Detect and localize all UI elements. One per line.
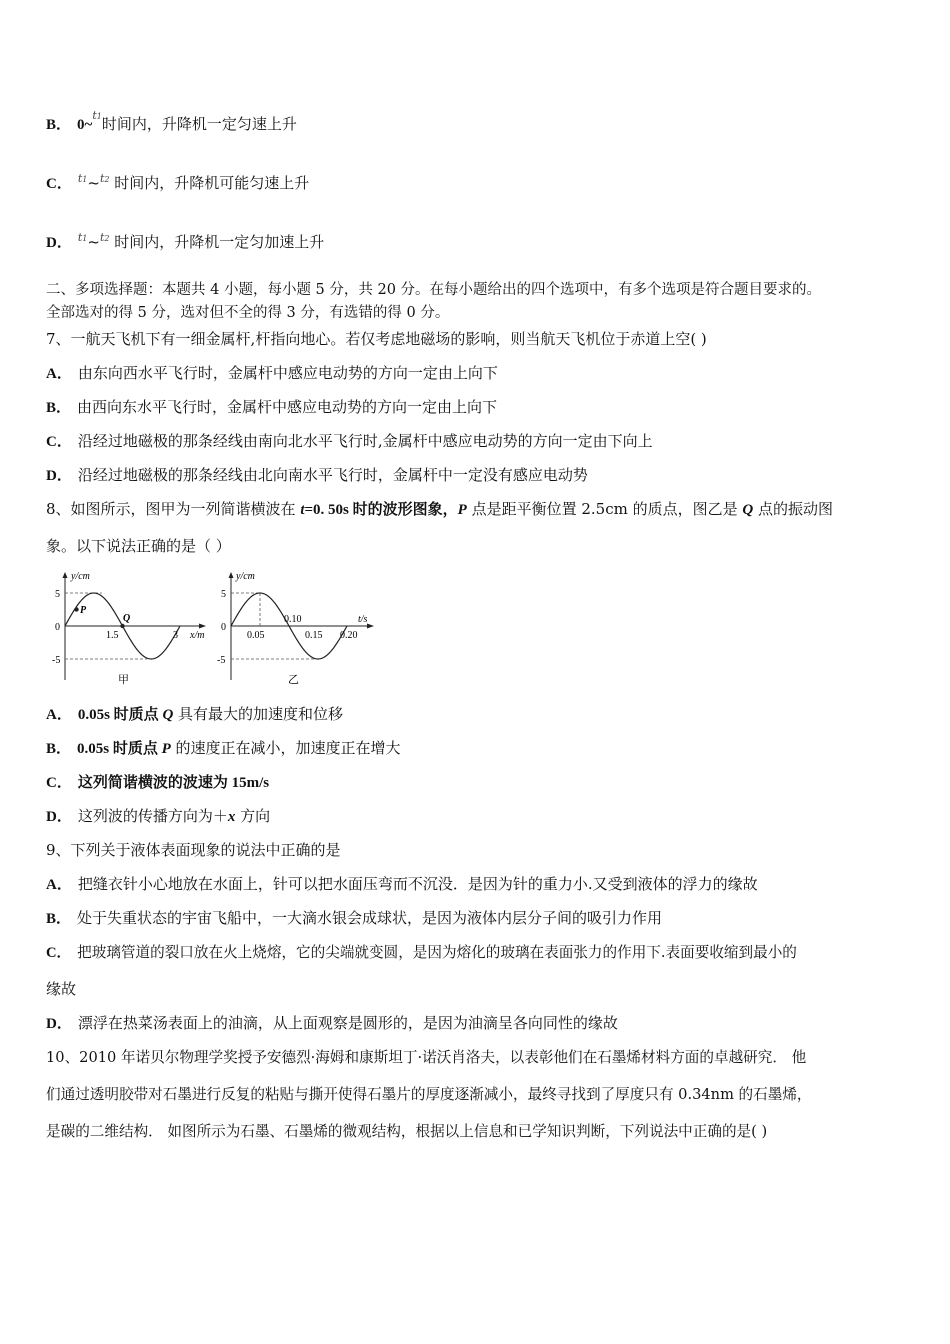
- q6-option-d: D． $^{t1}$~$^{t2}$ 时间内，升降机一定匀加速上升: [46, 231, 325, 251]
- q9-option-d: D． 漂浮在热菜汤表面上的油滴，从上面观察是圆形的，是因为油滴呈各向同性的缘故: [46, 1014, 618, 1032]
- q9-option-b: B． 处于失重状态的宇宙飞船中，一大滴水银会成球状，是因为液体内层分子间的吸引力作用: [46, 909, 663, 927]
- q7-option-d: D． 沿经过地磁极的那条经线由北向南水平飞行时，金属杆中一定没有感应电动势: [46, 466, 588, 484]
- q6-option-c: C． $^{t1}$~$^{t2}$ 时间内，升降机可能匀速上升: [46, 172, 310, 192]
- jia-label-p: P: [80, 605, 87, 616]
- q8-stem: 8、如图所示，图甲为一列简谐横波在 t=0. 50s 时的波形图象，P 点是距平衡位置 2.5cm 的质点，图乙是 Q 点的振动图: [46, 500, 833, 518]
- q9-option-a: A． 把缝衣针小心地放在水面上，针可以把水面压弯而不沉没．是因为针的重力小.又受到液体的浮力的缘故: [46, 875, 758, 893]
- section-2-instructions-cont: 全部选对的得 5 分，选对但不全的得 3 分，有选错的得 0 分。: [46, 305, 450, 321]
- q8-option-a: A． 0.05s 时质点 Q 具有最大的加速度和位移: [46, 705, 344, 723]
- jia-point-q: [120, 624, 124, 628]
- q7-option-b: B． 由西向东水平飞行时，金属杆中感应电动势的方向一定由上向下: [46, 398, 498, 416]
- yi-y-arrow: [229, 572, 234, 578]
- q7-option-c: C． 沿经过地磁极的那条经线由南向北水平飞行时,金属杆中感应电动势的方向一定由下向上: [46, 432, 653, 450]
- jia-x-arrow: [199, 624, 206, 629]
- yi-tick-0: 0: [221, 622, 226, 633]
- jia-tick-1-5: 1.5: [106, 630, 119, 641]
- yi-tick-neg5: -5: [217, 655, 226, 666]
- yi-x-label: t/s: [358, 614, 368, 625]
- q6-option-b: B． 0~$^{t1}$时间内，升降机一定匀速上升: [46, 109, 297, 133]
- q10-stem-line2: 们通过透明胶带对石墨进行反复的粘贴与撕开使得石墨片的厚度逐渐减小，最终寻找到了厚度只有 0.34nm 的石墨烯，: [46, 1086, 812, 1103]
- jia-tick-5: 5: [55, 589, 60, 600]
- yi-tick-0-20: 0.20: [340, 630, 358, 641]
- jia-tick-3: 3: [173, 630, 178, 641]
- yi-tick-0-10: 0.10: [284, 614, 302, 625]
- q8-option-b: B． 0.05s 时质点 P 的速度正在减小，加速度正在增大: [46, 739, 401, 757]
- yi-title: 乙: [288, 674, 299, 686]
- q8-option-d: D． 这列波的传播方向为＋x 方向: [46, 807, 271, 825]
- q8-stem-cont: 象。以下说法正确的是（ ）: [46, 537, 231, 555]
- jia-point-p: [74, 607, 78, 611]
- q10-stem-line1: 10、2010 年诺贝尔物理学奖授予安德烈·海姆和康斯坦丁·诺沃肖洛夫，以表彰他们在石墨烯材料方面的卓越研究． 他: [46, 1049, 807, 1066]
- yi-tick-0-15: 0.15: [305, 630, 323, 641]
- jia-y-label: y/cm: [71, 571, 90, 582]
- jia-tick-0: 0: [55, 622, 60, 633]
- q9-option-c: C． 把玻璃管道的裂口放在火上烧熔，它的尖端就变圆，是因为熔化的玻璃在表面张力的作用下.表面要收缩到最小的: [46, 944, 797, 961]
- q9-stem: 9、下列关于液体表面现象的说法中正确的是: [46, 841, 341, 859]
- yi-x-arrow: [367, 624, 374, 629]
- q7-stem: 7、一航天飞机下有一细金属杆,杆指向地心。若仅考虑地磁场的影响，则当航天飞机位于赤道上空( ): [46, 330, 707, 348]
- wave-graph-jia: [52, 567, 222, 689]
- jia-label-q: Q: [123, 613, 131, 624]
- yi-y-label: y/cm: [236, 571, 255, 582]
- vibration-graph-yi: [214, 567, 384, 689]
- q9-option-c-cont: 缘故: [46, 980, 77, 998]
- jia-title: 甲: [118, 674, 129, 686]
- jia-y-arrow: [63, 572, 68, 578]
- yi-tick-0-05: 0.05: [247, 630, 265, 641]
- q10-stem-line3: 是碳的二维结构． 如图所示为石墨、石墨烯的微观结构，根据以上信息和已学知识判断，下列说法中正确的是( ): [46, 1123, 768, 1140]
- q7-option-a: A． 由东向西水平飞行时，金属杆中感应电动势的方向一定由上向下: [46, 364, 498, 382]
- section-2-instructions: 二、多项选择题：本题共 4 小题，每小题 5 分，共 20 分。在每小题给出的四个选项中，有多个选项是符合题目要求的。: [46, 282, 822, 298]
- jia-x-label: x/m: [190, 630, 205, 641]
- jia-tick-neg5: -5: [52, 655, 61, 666]
- q8-option-c: C． 这列简谐横波的波速为 15m/s: [46, 775, 270, 791]
- yi-tick-5: 5: [221, 589, 226, 600]
